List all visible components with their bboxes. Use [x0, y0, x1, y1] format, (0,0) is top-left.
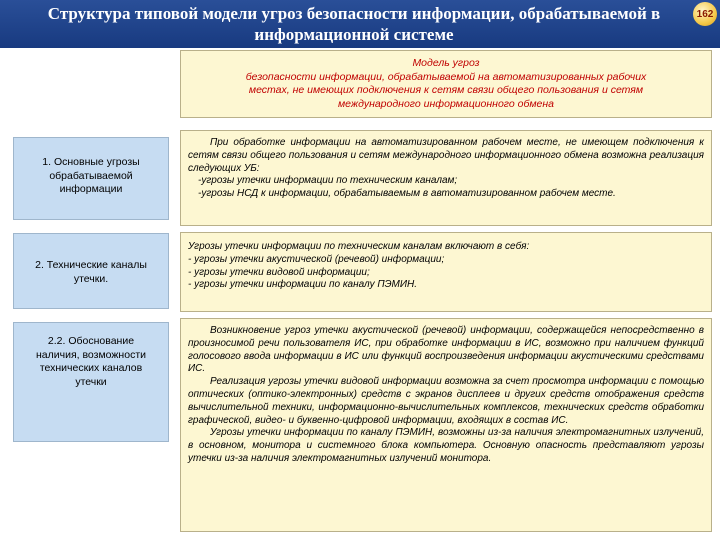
- paragraph: -угрозы утечки информации по техническим каналам;: [198, 175, 458, 187]
- model-title-line: международного информационного обмена: [337, 97, 555, 110]
- paragraph: - угрозы утечки видовой информации;: [188, 266, 370, 278]
- section-text-justification: [180, 318, 712, 532]
- threat-model-box: [180, 50, 712, 118]
- section-label-leak-channels: 2. Технические каналы утечки.: [13, 233, 169, 309]
- model-title-line: местах, не имеющих подключения к сетям связи общего пользования и сетям: [248, 84, 644, 96]
- paragraph: Возникновение угроз утечки акустической (речевой) информации, содержащейся непосредственно в произносимой речи пользователя ИС, при обработке информации в ИС, возможно при наличием функций голосового ввода информации в ИС или функций воспроизведения информации акустическими средствами ИС.: [188, 325, 704, 375]
- paragraph: Угрозы утечки информации по каналу ПЭМИН, возможны из-за наличия электромагнитных излучений, в основном, монитора и системного блока компьютера. Основную опасность представляют угрозы утечки из-за наличия электромагнитных излучений монитора.: [188, 427, 704, 464]
- paragraph: Реализация угрозы утечки видовой информации возможна за счет просмотра информации с помощью оптических (оптико-электронных) средств с экранов дисплеев и других средств отображения средств вычислительной техники, информационно-вычислительных комплексов, технических средств обработки графической, видео- и буквенно-цифровой информации, входящих в состав ИС.: [188, 376, 704, 426]
- section-label-main-threats: 1. Основные угрозы обрабатываемой информации: [13, 137, 169, 220]
- model-title-line: Модель угроз: [412, 57, 480, 69]
- page-number-badge: 162: [693, 2, 717, 26]
- model-title-line: безопасности информации, обрабатываемой на автоматизированных рабочих: [245, 70, 647, 83]
- paragraph: - угрозы утечки информации по каналу ПЭМИН.: [188, 279, 418, 291]
- paragraph: Угрозы утечки информации по техническим каналам включают в себя:: [188, 241, 530, 252]
- section-text-main-threats: [180, 130, 712, 226]
- paragraph: -угрозы НСД к информации, обрабатываемым в автоматизированном рабочем месте.: [198, 188, 616, 200]
- paragraph: При обработке информации на автоматизированном рабочем месте, не имеющем подключения к сетям связи общего пользования и сетям международного информационного обмена возможна реализация следующих УБ:: [188, 137, 704, 174]
- page-title: Структура типовой модели угроз безопасности информации, обрабатываемой в информационной системе: [47, 4, 661, 44]
- section-label-justification: 2.2. Обоснование наличия, возможности технических каналов утечки: [13, 322, 169, 442]
- header-bar: [0, 0, 720, 48]
- paragraph: - угрозы утечки акустической (речевой) информации;: [188, 253, 445, 265]
- section-text-leak-channels: [180, 232, 712, 312]
